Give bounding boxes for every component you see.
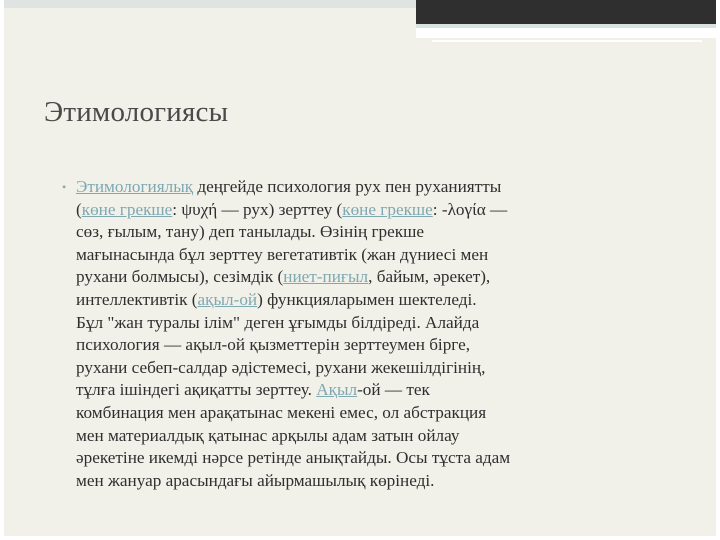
text-segment: мен материалдық қатынас арқылы адам затын ойлау xyxy=(76,425,460,445)
text-segment: интеллективтік ( xyxy=(76,289,198,309)
text-line xyxy=(76,402,688,425)
text-link[interactable]: ниет-пиғыл xyxy=(283,267,369,287)
text-line xyxy=(76,176,688,199)
text-line xyxy=(76,334,688,357)
text-line xyxy=(76,244,688,267)
text-segment: әрекетіне икемді нәрсе ретінде анықтайды. Осы тұста адам xyxy=(76,448,511,468)
body-paragraph xyxy=(76,176,688,492)
text-segment: мағынасында бұл зерттеу вегетативтік (жан дүниесі мен xyxy=(76,244,489,264)
text-link[interactable]: ақыл-ой xyxy=(197,289,258,309)
text-link[interactable]: Ақыл xyxy=(316,380,358,400)
text-segment: -ой — тек xyxy=(357,380,430,400)
text-segment: ( xyxy=(76,199,82,219)
text-line xyxy=(76,447,688,470)
text-segment: психология — ақыл-ой қызметтерін зерттеумен бірге, xyxy=(76,335,471,355)
text-link[interactable]: Этимологиялық xyxy=(76,177,194,196)
text-link[interactable]: көне грекше xyxy=(342,199,433,219)
text-line xyxy=(76,470,688,493)
text-line xyxy=(76,266,688,289)
text-segment: , байым, әрекет), xyxy=(368,267,491,287)
text-link[interactable]: көне грекше xyxy=(81,199,173,219)
slide-title: Этимологиясы xyxy=(44,96,229,128)
text-line xyxy=(76,289,688,312)
text-segment: : -λογία — xyxy=(432,199,508,219)
header-rule xyxy=(432,40,702,42)
text-line xyxy=(76,379,688,402)
text-segment: сөз, ғылым, тану) деп танылады. Өзінің грекше xyxy=(76,222,424,242)
text-line xyxy=(76,199,688,222)
corner-dark-band xyxy=(416,0,716,24)
text-line xyxy=(76,312,688,335)
text-segment: : ψυχή — рух) зерттеу ( xyxy=(172,199,343,219)
text-segment: тұлға ішіндегі ақиқатты зерттеу. xyxy=(76,380,317,400)
text-line xyxy=(76,425,688,448)
text-segment: ) функцияларымен шектеледі. xyxy=(257,289,477,309)
corner-white-band xyxy=(416,28,716,38)
text-segment: деңгейде психология рух пен руханиятты xyxy=(193,177,502,196)
text-segment: Бұл "жан туралы ілім" деген ұғымды білдіреді. Алайда xyxy=(76,312,480,332)
text-segment: рухани болмысы), сезімдік ( xyxy=(76,267,284,287)
text-segment: комбинация мен арақатынас мекені емес, ол абстракция xyxy=(76,402,487,422)
text-segment: мен жануар арасындағы айырмашылық көрінеді. xyxy=(76,470,435,490)
text-line xyxy=(76,221,688,244)
corner-decoration xyxy=(416,0,716,40)
bullet-marker: • xyxy=(62,180,67,194)
text-segment: рухани себеп-салдар әдістемесі, рухани жекешілдігінің, xyxy=(76,357,486,377)
text-line xyxy=(76,357,688,380)
